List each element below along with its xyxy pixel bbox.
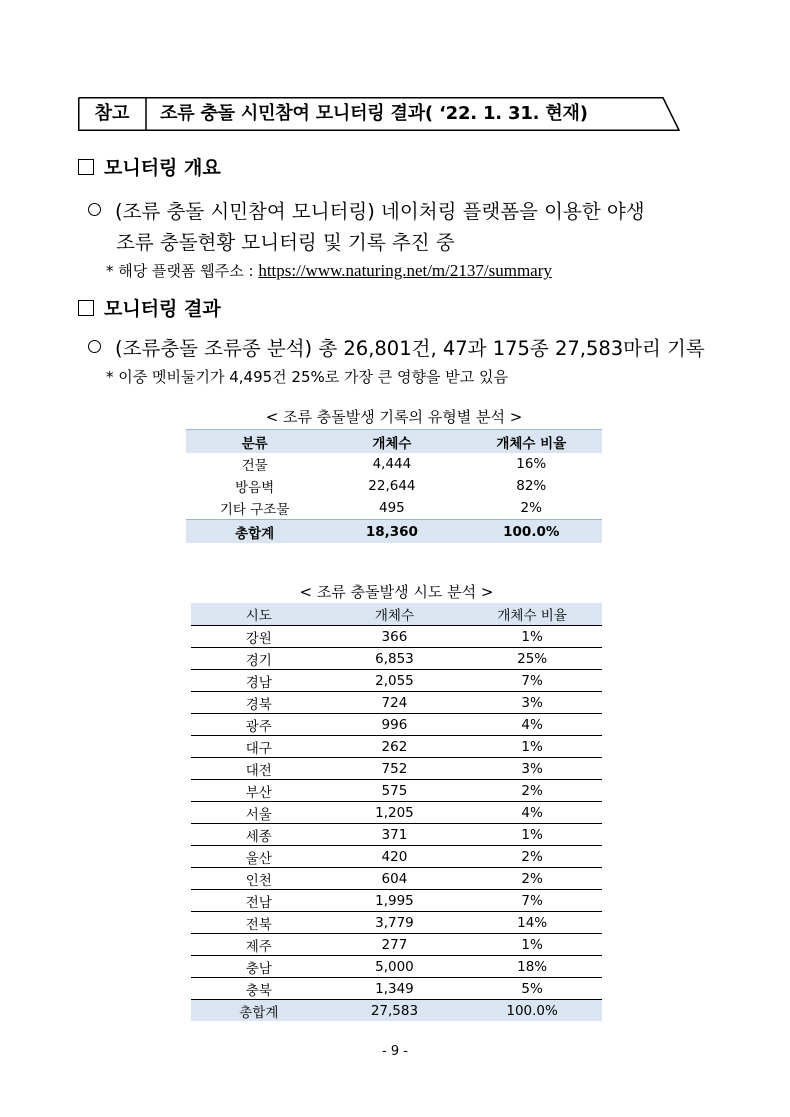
circle-bullet-icon <box>88 203 101 216</box>
table-row <box>191 736 602 758</box>
table-row <box>191 890 602 912</box>
table-cell: 건물 <box>241 458 268 474</box>
table-cell: 1% <box>462 824 602 846</box>
square-bullet-icon <box>78 159 94 175</box>
table-cell: 제주 <box>191 934 327 956</box>
table-cell: 100.0% <box>462 1000 602 1022</box>
table-cell: 14% <box>462 912 602 934</box>
table-cell: 1% <box>462 626 602 648</box>
circle-bullet-icon <box>88 340 101 353</box>
table-cell: 420 <box>327 846 463 868</box>
table-row <box>191 934 602 956</box>
table-cell: 2,055 <box>327 670 463 692</box>
table-cell: 세종 <box>191 824 327 846</box>
table-cell: 2% <box>462 868 602 890</box>
table-cell: 4% <box>462 802 602 824</box>
table-header-row <box>186 430 602 454</box>
table-cell: 752 <box>327 758 463 780</box>
table1-caption: < 조류 충돌발생 기록의 유형별 분석 > <box>265 408 523 426</box>
table-cell: 경기 <box>191 648 327 670</box>
table-row <box>191 846 602 868</box>
reference-header <box>78 97 680 131</box>
table-cell: 전남 <box>191 890 327 912</box>
table-cell: 기타 구조물 <box>219 502 290 518</box>
table-cell: 경남 <box>191 670 327 692</box>
platform-url-note <box>106 260 552 281</box>
table-cell: 18% <box>462 956 602 978</box>
table-row <box>191 758 602 780</box>
platform-url-note-prefix: * 해당 플랫폼 웹주소 : <box>106 262 259 280</box>
table-cell: 3,779 <box>327 912 463 934</box>
region-analysis-table <box>191 603 602 1021</box>
table-cell: 277 <box>327 934 463 956</box>
results-bullet <box>88 333 705 361</box>
table-row <box>191 626 602 648</box>
table-row <box>191 780 602 802</box>
table-cell: 총합계 <box>191 1000 327 1022</box>
table-cell: 2% <box>520 500 542 516</box>
table-cell: 1,349 <box>327 978 463 1000</box>
table-row <box>191 912 602 934</box>
table-cell: 22,644 <box>368 478 416 494</box>
table-cell: 충남 <box>191 956 327 978</box>
table-header-row <box>191 603 602 626</box>
table-row <box>191 692 602 714</box>
table-cell: 996 <box>327 714 463 736</box>
table-cell: 서울 <box>191 802 327 824</box>
table-header-cell: 분류 <box>186 430 323 454</box>
table-cell: 광주 <box>191 714 327 736</box>
table-cell: 16% <box>516 456 547 472</box>
table-cell: 전북 <box>191 912 327 934</box>
table-row <box>186 497 602 520</box>
table-cell: 충북 <box>191 978 327 1000</box>
table-row <box>191 824 602 846</box>
table-cell: 7% <box>462 890 602 912</box>
table-row <box>191 978 602 1000</box>
table-cell: 7% <box>462 670 602 692</box>
table-row <box>191 670 602 692</box>
section-results-heading <box>78 294 221 321</box>
table-cell: 4,444 <box>372 456 412 472</box>
table-cell: 25% <box>462 648 602 670</box>
page-number: - 9 - <box>382 1044 408 1059</box>
table-row <box>191 868 602 890</box>
results-bullet-text: (조류충돌 조류종 분석) 총 26,801건, 47과 175종 27,583마리 기록 <box>115 337 705 360</box>
table-cell: 강원 <box>191 626 327 648</box>
table-total-row <box>191 1000 602 1022</box>
table-cell: 5,000 <box>327 956 463 978</box>
table-cell: 1,995 <box>327 890 463 912</box>
table-row <box>191 802 602 824</box>
table-cell: 5% <box>462 978 602 1000</box>
table-header-cell: 개체수 <box>327 603 463 626</box>
table-cell: 부산 <box>191 780 327 802</box>
type-analysis-table <box>186 429 602 543</box>
table-cell: 2% <box>462 780 602 802</box>
header-title: 조류 충돌 시민참여 모니터링 결과( ‘22. 1. 31. 현재) <box>160 103 588 124</box>
table-row <box>191 648 602 670</box>
table-cell: 대전 <box>191 758 327 780</box>
table-cell: 방음벽 <box>235 480 275 496</box>
table-cell: 371 <box>327 824 463 846</box>
table-row <box>186 475 602 497</box>
table-cell: 총합계 <box>186 520 323 544</box>
section-overview-heading <box>78 153 221 180</box>
table-header-cell: 개체수 비율 <box>462 603 602 626</box>
table-cell: 495 <box>379 500 405 516</box>
table-cell: 1% <box>462 736 602 758</box>
square-bullet-icon <box>78 300 94 316</box>
table-cell: 27,583 <box>327 1000 463 1022</box>
table-cell: 100.0% <box>461 520 602 544</box>
overview-bullet-line2: 조류 충돌현황 모니터링 및 기록 추진 중 <box>116 231 455 254</box>
table-header-cell: 개체수 비율 <box>461 430 602 454</box>
overview-bullet <box>88 196 645 224</box>
table-cell: 262 <box>327 736 463 758</box>
header-tag: 참고 <box>94 103 130 124</box>
table-cell: 366 <box>327 626 463 648</box>
table-cell: 3% <box>462 692 602 714</box>
table-cell: 82% <box>516 478 547 494</box>
table2-caption: < 조류 충돌발생 시도 분석 > <box>299 583 494 601</box>
table-cell: 1% <box>462 934 602 956</box>
table-cell: 604 <box>327 868 463 890</box>
table-cell: 1,205 <box>327 802 463 824</box>
overview-bullet-line1: (조류 충돌 시민참여 모니터링) 네이처링 플랫폼을 이용한 야생 <box>115 200 645 223</box>
table-header-cell: 개체수 <box>323 430 460 454</box>
table-cell: 575 <box>327 780 463 802</box>
table-row <box>191 714 602 736</box>
table-header-cell: 시도 <box>191 603 327 626</box>
table-cell: 18,360 <box>323 520 460 544</box>
table-total-row <box>186 520 602 544</box>
results-note: * 이중 멧비둘기가 4,495건 25%로 가장 큰 영향을 받고 있음 <box>106 368 509 386</box>
table-cell: 4% <box>462 714 602 736</box>
table-cell: 3% <box>462 758 602 780</box>
section-overview-title: 모니터링 개요 <box>104 157 221 179</box>
table-row <box>191 956 602 978</box>
table-row <box>186 453 602 475</box>
section-results-title: 모니터링 결과 <box>104 298 221 320</box>
table-cell: 인천 <box>191 868 327 890</box>
table-cell: 6,853 <box>327 648 463 670</box>
table-cell: 울산 <box>191 846 327 868</box>
table-cell: 경북 <box>191 692 327 714</box>
table-cell: 대구 <box>191 736 327 758</box>
table-cell: 724 <box>327 692 463 714</box>
platform-url-link[interactable]: https://www.naturing.net/m/2137/summary <box>258 261 552 280</box>
table-cell: 2% <box>462 846 602 868</box>
